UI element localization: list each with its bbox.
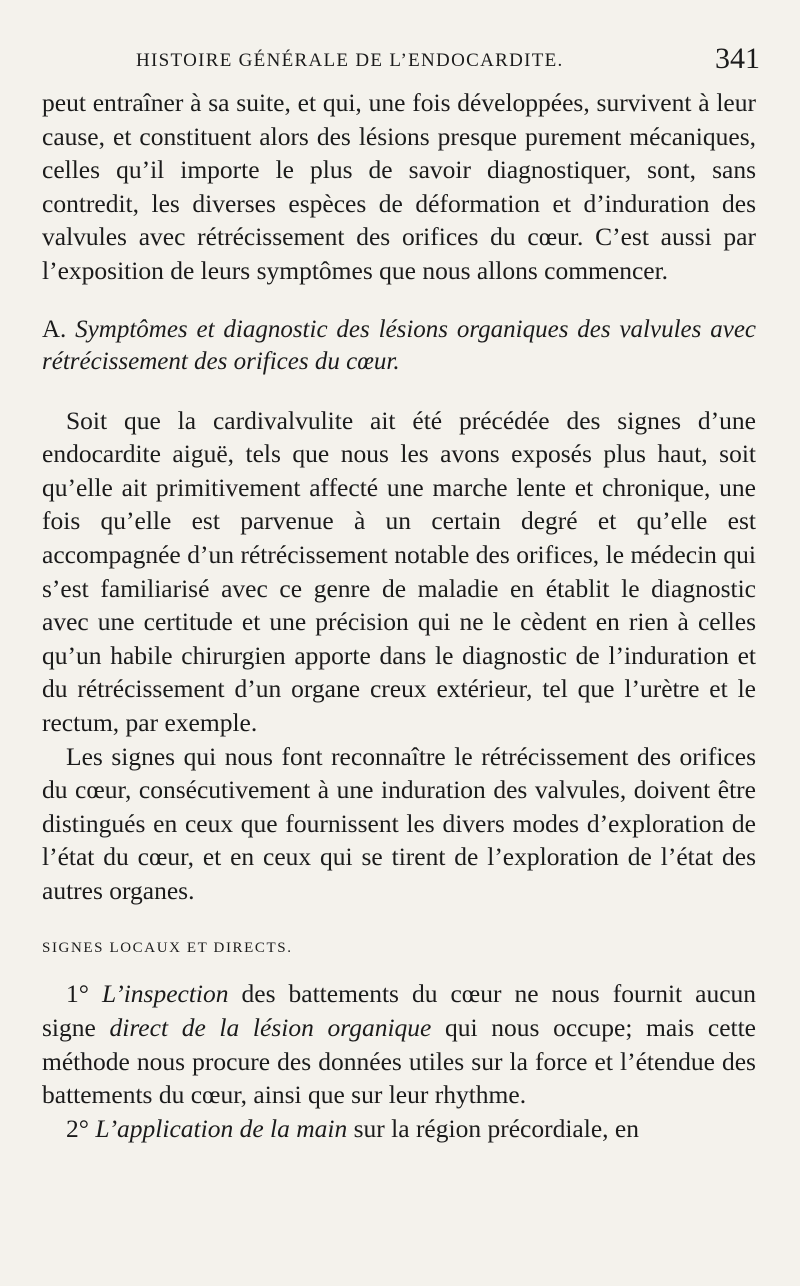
term-inspection: L’inspection [101, 979, 229, 1009]
page-body [42, 86, 756, 1145]
item-number: 1° [66, 979, 89, 1009]
running-header [136, 42, 760, 82]
page-number: 341 [715, 42, 760, 75]
item-number: 2° [66, 1113, 89, 1143]
paragraph-diagnostic: Soit que la cardivalvulite ait été précédée des signes d’une endocardite aiguë, tels que nous les avons exposés plus haut, soit qu’elle ait primitivement affecté une marche lente et chronique, une fois qu’elle est parvenue à un certain degré et qu’elle est accompagnée d’un rétrécissement notable des orifices, le médecin qui s’est familiarisé avec ce genre de maladie en établit le diagnostic avec une certitude et une précision qui ne le cèdent en rien à celles qu’un habile chirurgien apporte dans le diagnostic de l’induration et du rétrécissement d’un organe creux extérieur, tel que l’urètre et le rectum, par exemple. [42, 405, 756, 737]
paragraph-inspection [42, 977, 756, 1111]
section-letter: A. [42, 315, 67, 343]
section-heading-a [42, 314, 756, 378]
running-title: HISTOIRE GÉNÉRALE DE L’ENDOCARDITE. [136, 50, 564, 71]
section-title: Symptômes et diagnostic des lésions organiques des valvules avec rétrécissement des orifices du cœur. [42, 315, 757, 375]
paragraph-signes: Les signes qui nous font reconnaître le rétrécissement des orifices du cœur, consécutivement à une induration des valvules, doivent être distingués en ceux que fournissent les divers modes d’exploration de l’état du cœur, et en ceux qui se tirent de l’exploration de l’état des autres organes. [42, 741, 756, 905]
text-run: qui nous occupe; mais cette méthode nous procure des données utiles sur la force et l’étendue des battements du cœur, ainsi que sur leur rhythme. [42, 1013, 757, 1110]
paragraph-application [42, 1112, 756, 1146]
term-application: L’application de la main [95, 1113, 348, 1143]
term-direct: direct de la lésion organique [109, 1013, 432, 1043]
text-run: des battements du cœur ne nous fournit aucun signe [42, 979, 757, 1043]
paragraph-continued: peut entraîner à sa suite, et qui, une fois développées, survivent à leur cause, et constituent alors des lésions presque purement mécaniques, celles qu’il importe le plus de savoir diagnostiquer, sont, sans contredit, les diverses espèces de déformation et d’induration des valvules avec rétrécissement des orifices du cœur. C’est aussi par l’exposition de leurs symptômes que nous allons commencer. [42, 88, 756, 285]
text-run: sur la région précordiale, en [347, 1113, 639, 1143]
subheading-signes-locaux: SIGNES LOCAUX ET DIRECTS. [42, 940, 293, 957]
